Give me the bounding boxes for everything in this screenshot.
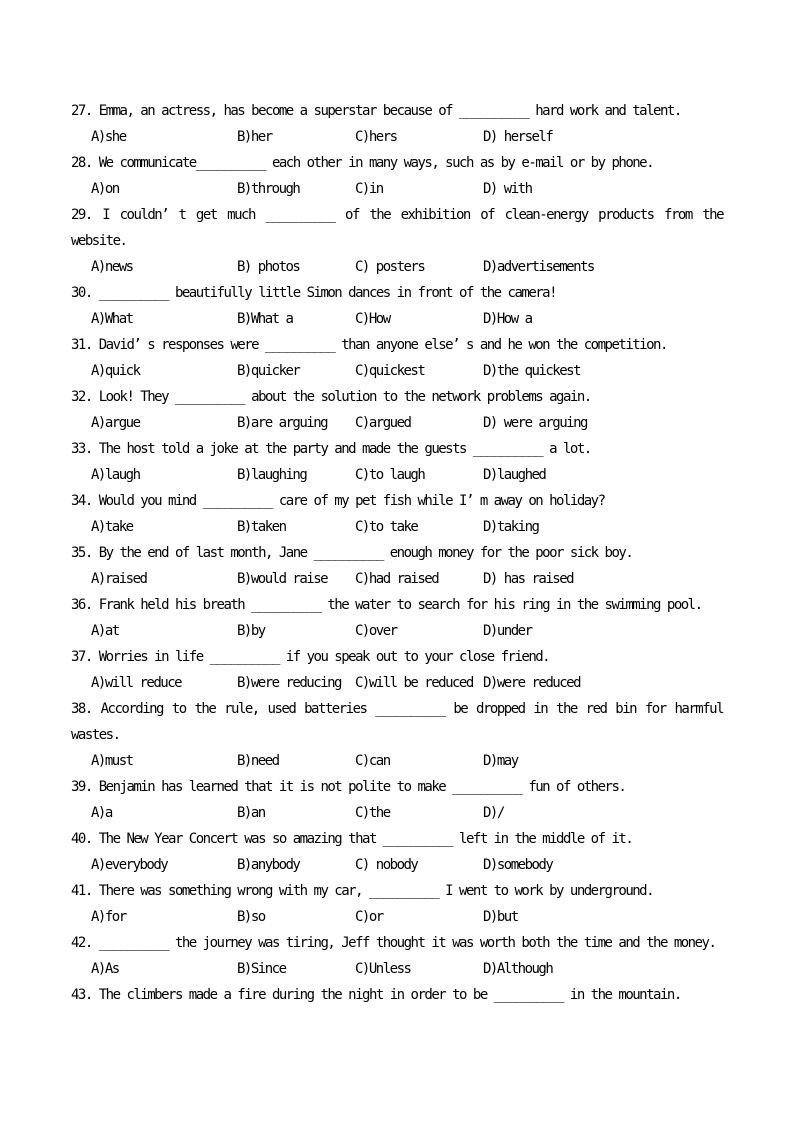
question-block: [71, 280, 723, 332]
options-row: [71, 670, 723, 696]
option-a: A)As: [91, 961, 119, 977]
question-text: [71, 280, 723, 306]
option-b: B)are arguing: [237, 415, 328, 431]
question-body: Benjamin has learned that it is not polite to make __________ fun of others.: [98, 779, 626, 795]
option-c: C) posters: [355, 259, 425, 275]
option-a: A)at: [91, 623, 119, 639]
question-text: [71, 436, 723, 462]
question-block: [71, 436, 723, 488]
question-block: [71, 982, 723, 1008]
options-row: [71, 852, 723, 878]
option-b: B)an: [237, 805, 265, 821]
question-body: According to the rule, used batteries __________ be dropped in the red bin for harmful wastes.: [71, 701, 723, 743]
option-c: C)argued: [355, 415, 411, 431]
question-body: There was something wrong with my car, __________ I went to work by underground.: [98, 883, 654, 899]
question-number: 36.: [71, 597, 92, 613]
question-number: 39.: [71, 779, 92, 795]
question-number: 41.: [71, 883, 92, 899]
question-block: [71, 826, 723, 878]
option-d: D)taking: [483, 519, 539, 535]
question-body: __________ the journey was tiring, Jeff thought it was worth both the time and the money.: [98, 935, 716, 951]
option-d: D)Although: [483, 961, 553, 977]
option-a: A)news: [91, 259, 133, 275]
question-block: [71, 150, 723, 202]
option-d: D)laughed: [483, 467, 546, 483]
question-number: 42.: [71, 935, 92, 951]
question-body: The climbers made a fire during the night in order to be __________ in the mountain.: [98, 987, 681, 1003]
question-number: 31.: [71, 337, 92, 353]
option-b: B)were reducing: [237, 675, 341, 691]
options-row: [71, 462, 723, 488]
option-b: B)so: [237, 909, 265, 925]
option-c: C)in: [355, 181, 383, 197]
options-row: [71, 410, 723, 436]
question-body: Emma, an actress, has become a superstar because of __________ hard work and talent.: [98, 103, 681, 119]
question-body: Look! They __________ about the solution to the network problems again.: [98, 389, 591, 405]
options-row: [71, 514, 723, 540]
option-b: B)Since: [237, 961, 286, 977]
question-number: 35.: [71, 545, 92, 561]
option-c: C) nobody: [355, 857, 418, 873]
option-d: D)somebody: [483, 857, 553, 873]
question-text: [71, 332, 723, 358]
option-c: C)the: [355, 805, 390, 821]
question-text: [71, 930, 723, 956]
question-block: [71, 644, 723, 696]
options-row: [71, 904, 723, 930]
options-row: [71, 618, 723, 644]
option-a: A)she: [91, 129, 126, 145]
question-block: [71, 98, 723, 150]
question-text: [71, 202, 723, 254]
question-number: 34.: [71, 493, 92, 509]
question-text: [71, 982, 723, 1008]
option-b: B)her: [237, 129, 272, 145]
option-b: B)would raise: [237, 571, 328, 587]
question-body: __________ beautifully little Simon dances in front of the camera!: [98, 285, 557, 301]
option-d: D) were arguing: [483, 415, 587, 431]
option-a: A)must: [91, 753, 133, 769]
question-body: Frank held his breath __________ the water to search for his ring in the swimming pool.: [98, 597, 702, 613]
question-block: [71, 878, 723, 930]
question-body: The host told a joke at the party and made the guests __________ a lot.: [98, 441, 591, 457]
question-number: 30.: [71, 285, 92, 301]
options-row: [71, 956, 723, 982]
question-number: 27.: [71, 103, 92, 119]
question-number: 43.: [71, 987, 92, 1003]
option-d: D)/: [483, 805, 504, 821]
option-a: A)a: [91, 805, 112, 821]
option-d: D)were reduced: [483, 675, 581, 691]
question-block: [71, 696, 723, 774]
option-c: C)or: [355, 909, 383, 925]
question-text: [71, 384, 723, 410]
question-block: [71, 332, 723, 384]
question-body: We communicate__________ each other in many ways, such as by e-mail or by phone.: [98, 155, 654, 171]
option-b: B)by: [237, 623, 265, 639]
option-c: C)over: [355, 623, 397, 639]
option-d: D)but: [483, 909, 518, 925]
question-body: The New Year Concert was so amazing that __________ left in the middle of it.: [98, 831, 633, 847]
option-b: B)What a: [237, 311, 293, 327]
question-text: [71, 878, 723, 904]
question-list: [71, 98, 723, 1008]
options-row: [71, 124, 723, 150]
options-row: [71, 306, 723, 332]
question-body: Worries in life __________ if you speak out to your close friend.: [98, 649, 550, 665]
option-d: D) has raised: [483, 571, 574, 587]
question-number: 33.: [71, 441, 92, 457]
option-a: A)for: [91, 909, 126, 925]
question-number: 28.: [71, 155, 92, 171]
question-number: 37.: [71, 649, 92, 665]
question-text: [71, 826, 723, 852]
question-body: Would you mind __________ care of my pet fish while I’ m away on holiday?: [98, 493, 605, 509]
option-b: B)through: [237, 181, 300, 197]
option-b: B)quicker: [237, 363, 300, 379]
option-c: C)hers: [355, 129, 397, 145]
option-d: D)the quickest: [483, 363, 581, 379]
option-c: C)to take: [355, 519, 418, 535]
question-block: [71, 384, 723, 436]
options-row: [71, 748, 723, 774]
question-block: [71, 202, 723, 280]
question-text: [71, 696, 723, 748]
option-c: C)can: [355, 753, 390, 769]
question-block: [71, 774, 723, 826]
option-a: A)will reduce: [91, 675, 182, 691]
question-block: [71, 488, 723, 540]
question-number: 38.: [71, 701, 92, 717]
question-text: [71, 150, 723, 176]
question-text: [71, 488, 723, 514]
options-row: [71, 358, 723, 384]
option-d: D)advertisements: [483, 259, 594, 275]
option-d: D) with: [483, 181, 532, 197]
option-d: D)How a: [483, 311, 532, 327]
question-number: 29.: [71, 207, 92, 223]
question-body: By the end of last month, Jane __________ enough money for the poor sick boy.: [98, 545, 633, 561]
question-body: David’ s responses were __________ than anyone else’ s and he won the competition.: [98, 337, 667, 353]
question-text: [71, 774, 723, 800]
option-d: D)may: [483, 753, 518, 769]
option-c: C)Unless: [355, 961, 411, 977]
question-number: 40.: [71, 831, 92, 847]
option-a: A)What: [91, 311, 133, 327]
question-number: 32.: [71, 389, 92, 405]
options-row: [71, 800, 723, 826]
option-c: C)had raised: [355, 571, 439, 587]
option-d: D)under: [483, 623, 532, 639]
option-c: C)How: [355, 311, 390, 327]
option-c: C)will be reduced: [355, 675, 473, 691]
option-b: B)anybody: [237, 857, 300, 873]
option-a: A)laugh: [91, 467, 140, 483]
option-a: A)on: [91, 181, 119, 197]
option-b: B)need: [237, 753, 279, 769]
question-text: [71, 592, 723, 618]
option-a: A)take: [91, 519, 133, 535]
question-block: [71, 592, 723, 644]
option-b: B)taken: [237, 519, 286, 535]
question-block: [71, 540, 723, 592]
question-text: [71, 644, 723, 670]
question-text: [71, 98, 723, 124]
option-c: C)quickest: [355, 363, 425, 379]
option-d: D) herself: [483, 129, 553, 145]
option-a: A)raised: [91, 571, 147, 587]
option-b: B)laughing: [237, 467, 307, 483]
question-text: [71, 540, 723, 566]
options-row: [71, 176, 723, 202]
options-row: [71, 254, 723, 280]
option-a: A)quick: [91, 363, 140, 379]
option-a: A)everybody: [91, 857, 168, 873]
option-b: B) photos: [237, 259, 300, 275]
question-block: [71, 930, 723, 982]
question-body: I couldn’ t get much __________ of the exhibition of clean-energy products from the website.: [71, 207, 723, 249]
options-row: [71, 566, 723, 592]
option-a: A)argue: [91, 415, 140, 431]
option-c: C)to laugh: [355, 467, 425, 483]
